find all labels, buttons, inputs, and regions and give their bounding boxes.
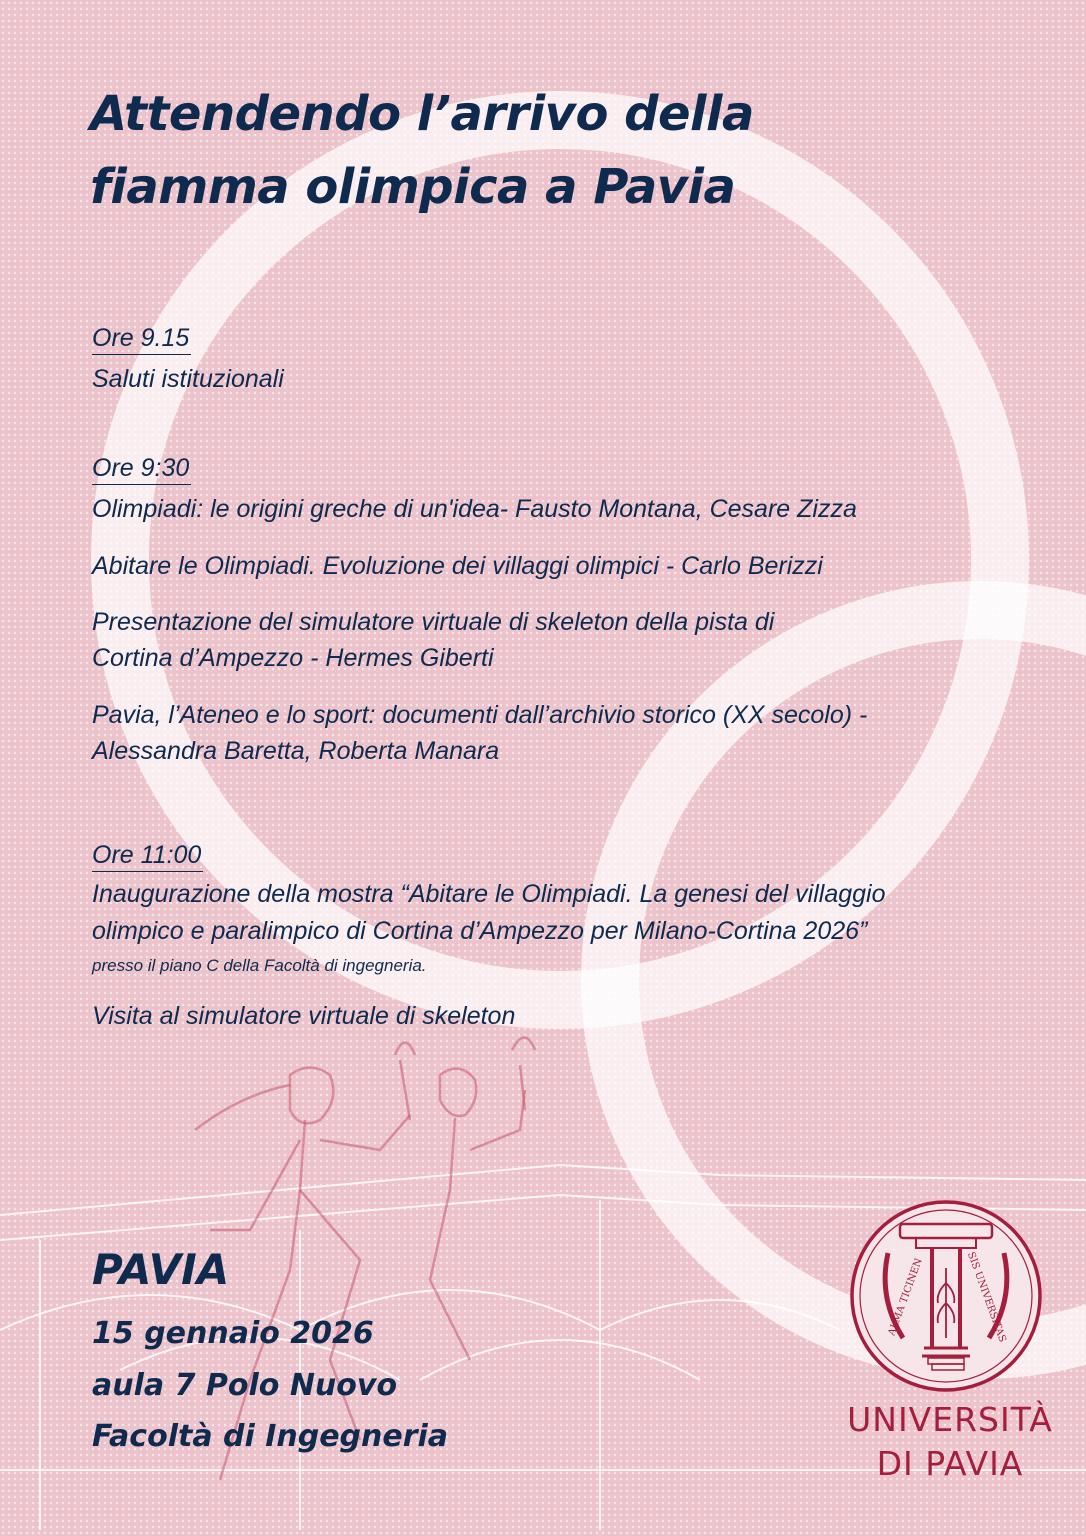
event-faculty: Facoltà di Ingegneria: [92, 1419, 449, 1454]
event-date: 15 gennaio 2026: [92, 1316, 374, 1351]
page-title: [90, 78, 990, 224]
university-seal-icon: [848, 1198, 1044, 1394]
program-item: Alessandra Baretta, Roberta Manara: [92, 737, 500, 765]
program-note: presso il piano C della Facoltà di ingegneria.: [92, 956, 427, 975]
program-item: Abitare le Olimpiadi. Evoluzione dei villaggi olimpici - Carlo Berizzi: [92, 552, 823, 580]
program-time-3: Ore 11:00: [92, 840, 203, 872]
logo-line-1: UNIVERSITÀ: [847, 1400, 1053, 1439]
program-item: Inaugurazione della mostra “Abitare le Olimpiadi. La genesi del villaggio: [92, 880, 886, 908]
program-item: Visita al simulatore virtuale di skeleton: [92, 1002, 516, 1030]
title-line-2: fiamma olimpica a Pavia: [90, 159, 736, 215]
title-line-1: Attendendo l’arrivo della: [90, 86, 754, 142]
logo-line-2: DI PAVIA: [876, 1444, 1024, 1483]
program-item: Saluti istituzionali: [92, 365, 284, 393]
runners-illustration: [195, 1038, 535, 1481]
program-item: olimpico e paralimpico di Cortina d’Ampezzo per Milano-Cortina 2026”: [92, 917, 868, 945]
program-item: Pavia, l’Ateneo e lo sport: documenti dall’archivio storico (XX secolo) -: [92, 701, 868, 729]
university-logo-text: [830, 1398, 1070, 1486]
program-time-2: Ore 9:30: [92, 453, 191, 485]
program-section-1: [92, 322, 284, 396]
seal-motto-left: ALMA TICINEN: [886, 1256, 925, 1338]
event-venue: aula 7 Polo Nuovo: [92, 1368, 398, 1403]
event-city: PAVIA: [92, 1245, 230, 1294]
program-item: Cortina d’Ampezzo - Hermes Giberti: [92, 644, 494, 672]
program-section-2: [92, 452, 867, 768]
program-time-1: Ore 9.15: [92, 323, 191, 355]
seal-motto-right: SIS UNIVERSITAS: [964, 1250, 1008, 1344]
program-item: Olimpiadi: le origini greche di un'idea- Fausto Montana, Cesare Zizza: [92, 495, 857, 523]
program-section-3: [92, 839, 886, 1033]
program-item: Presentazione del simulatore virtuale di skeleton della pista di: [92, 608, 775, 636]
